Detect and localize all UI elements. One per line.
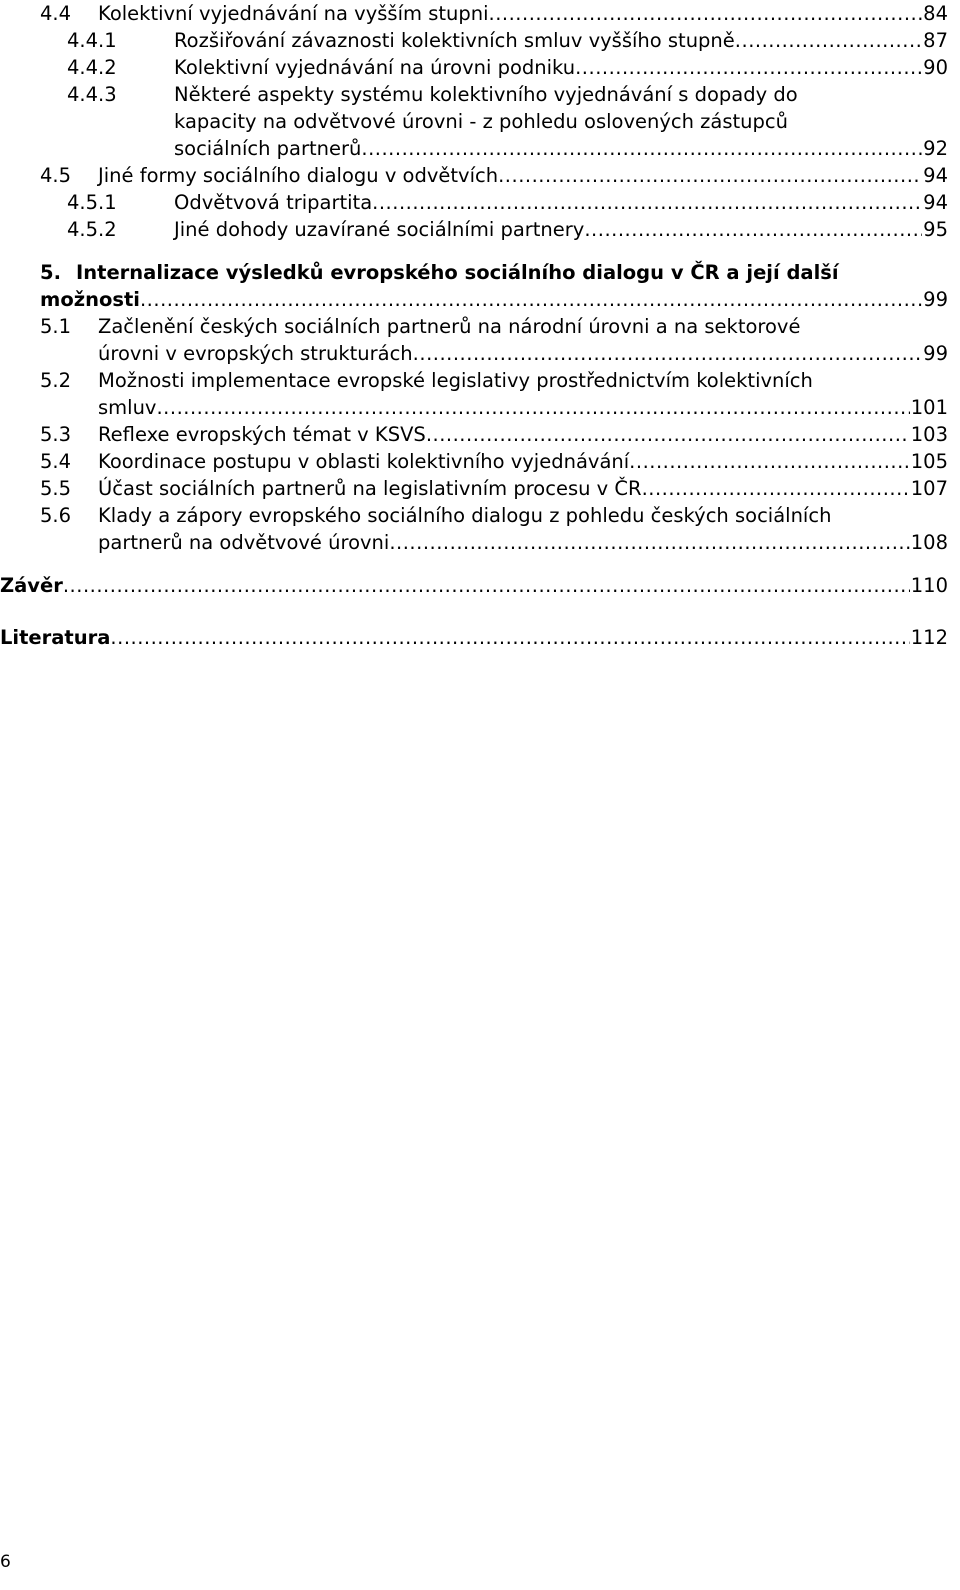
toc-page: 108 xyxy=(910,531,948,554)
toc-number: 5.3 xyxy=(40,423,72,446)
toc-page: 94 xyxy=(923,191,948,214)
page-number: 6 xyxy=(0,1552,11,1572)
toc-number: 5.6 xyxy=(40,504,72,527)
toc-title: Kolektivní vyjednávání na vyšším stupni xyxy=(98,2,489,25)
toc-page: 112 xyxy=(910,626,948,649)
toc-title-continued: partnerů na odvětvové úrovni xyxy=(98,531,390,554)
toc-page: 92 xyxy=(923,137,948,160)
toc-title: Možnosti implementace evropské legislativy prostřednictvím kolektivních xyxy=(98,369,813,392)
toc-number: 4.5.2 xyxy=(67,218,117,241)
toc-page: 90 xyxy=(923,56,948,79)
toc-number: 4.4 xyxy=(40,2,72,25)
toc-title: Některé aspekty systému kolektivního vyjednávání s dopady do xyxy=(174,83,798,106)
toc-number: 4.4.1 xyxy=(67,29,117,52)
toc-title: Jiné formy sociálního dialogu v odvětvích xyxy=(98,164,499,187)
toc-page: 105 xyxy=(910,450,948,473)
toc-number: 5.5 xyxy=(40,477,72,500)
toc-title: Internalizace výsledků evropského sociálního dialogu v ČR a její další xyxy=(76,261,839,284)
toc-page: 101 xyxy=(910,396,948,419)
toc-title: Reflexe evropských témat v KSVS xyxy=(98,423,426,446)
toc-page: 94 xyxy=(923,164,948,187)
toc-number: 5.2 xyxy=(40,369,72,392)
toc-title-continued: smluv xyxy=(98,396,157,419)
toc-number: 5. xyxy=(40,261,61,284)
toc-number: 4.5.1 xyxy=(67,191,117,214)
toc-title: Koordinace postupu v oblasti kolektivního vyjednávání xyxy=(98,450,630,473)
toc-title: Rozšiřování závaznosti kolektivních smluv vyššího stupně xyxy=(174,29,735,52)
toc-page: 87 xyxy=(923,29,948,52)
toc-number: 5.4 xyxy=(40,450,72,473)
toc-title: Literatura xyxy=(0,626,111,649)
toc-title-continued: kapacity na odvětvové úrovni - z pohledu oslovených zástupců xyxy=(174,110,788,133)
toc-title: Začlenění českých sociálních partnerů na národní úrovni a na sektorové xyxy=(98,315,801,338)
toc-number: 4.5 xyxy=(40,164,72,187)
toc-number: 5.1 xyxy=(40,315,72,338)
toc-page: 103 xyxy=(910,423,948,446)
toc-title: Účast sociálních partnerů na legislativním procesu v ČR xyxy=(98,477,642,500)
toc-title: Jiné dohody uzavírané sociálními partnery xyxy=(174,218,585,241)
toc-page: 84 xyxy=(923,2,948,25)
toc-number: 4.4.3 xyxy=(67,83,117,106)
toc-title-continued: úrovni v evropských strukturách xyxy=(98,342,413,365)
toc-page: 107 xyxy=(910,477,948,500)
toc-title-continued: možnosti xyxy=(40,288,140,311)
toc-page: 95 xyxy=(923,218,948,241)
toc-title-continued: sociálních partnerů xyxy=(174,137,362,160)
toc-title: Kolektivní vyjednávání na úrovni podniku xyxy=(174,56,576,79)
toc-title: Klady a zápory evropského sociálního dialogu z pohledu českých sociálních xyxy=(98,504,832,527)
toc-title: Odvětvová tripartita xyxy=(174,191,373,214)
toc-number: 4.4.2 xyxy=(67,56,117,79)
toc-page: 110 xyxy=(910,574,948,597)
toc-title: Závěr xyxy=(0,574,63,597)
toc-page: 99 xyxy=(923,342,948,365)
toc-page: 99 xyxy=(923,288,948,311)
